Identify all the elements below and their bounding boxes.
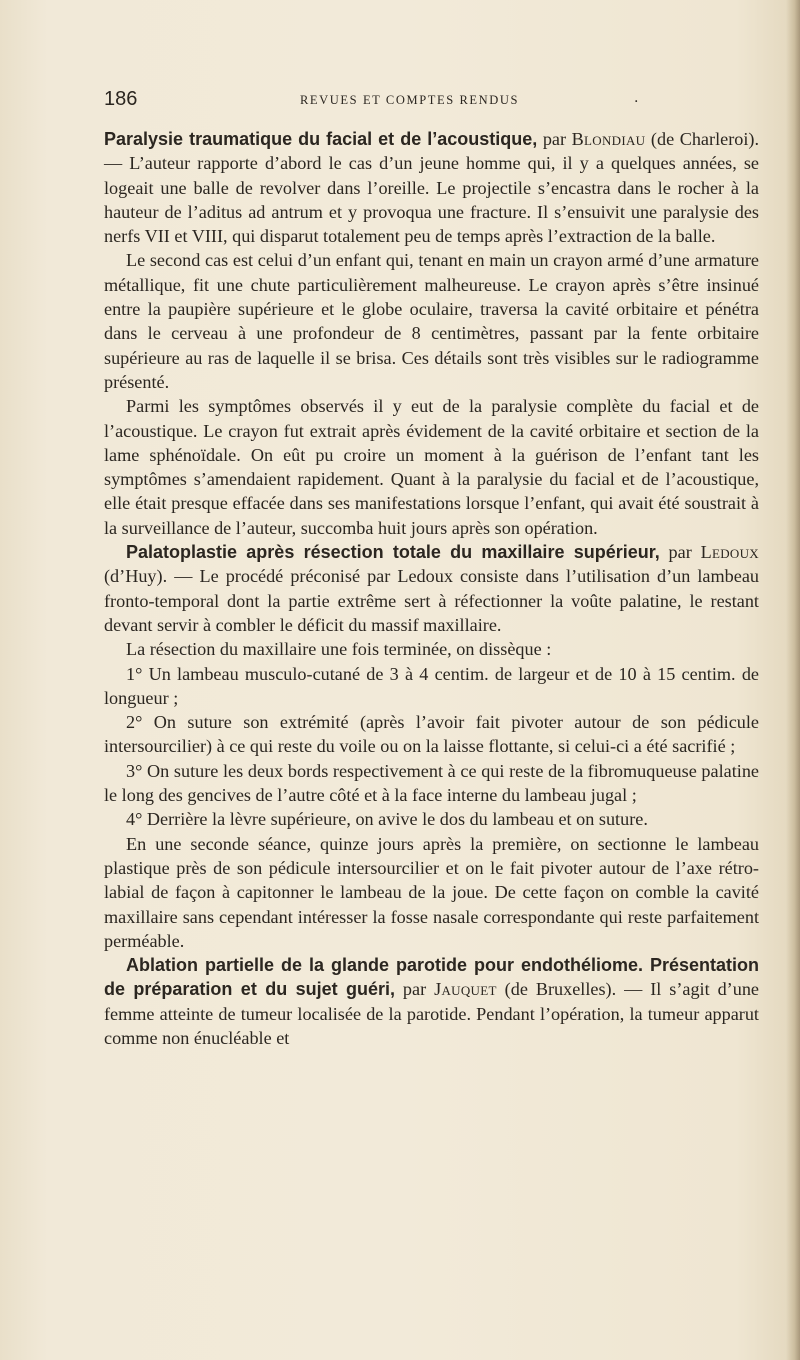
article-2-by: par — [659, 542, 701, 563]
article-1-paragraph: Parmi les symptômes observés il y eut de la paralysie complète du facial et de l’acoustique. Le crayon fut extrait après évidement de la cavité orbitaire et section de la lame sphénoïdale. On eût pu croire un moment à la guérison de l’enfant tant les symptômes s’amendaient rapidement. Quant à la paralysie du facial et de l’acoustique, elle était presque effacée dans ses manifestations lorsque l’enfant, qui avait été soustrait à la surveillance de l’auteur, succomba huit jours après son opération. — [104, 396, 759, 538]
article-1-affiliation: (de Charleroi). — [645, 129, 759, 149]
article-1-title: Paralysie traumatique du facial et de l’acoustique, — [104, 129, 538, 149]
article-2-author: Ledoux — [700, 542, 759, 563]
header-mark: . — [634, 90, 639, 106]
page-number: 186 — [104, 88, 138, 110]
article-2-list-item: 1° Un lambeau musculo-cutané de 3 à 4 centim. de largeur et de 10 à 15 centim. de longueur ; — [104, 663, 759, 708]
article-3-by: par — [395, 979, 435, 1000]
article-2-paragraph: — Le procédé préconisé par Ledoux consiste dans l’utilisation d’un lambeau fronto-temporal dont la partie extrême sert à réfectionner la voûte palatine, le restant devant servir à combler le déficit du massif maxillaire. — [104, 566, 759, 635]
page-edge-shadow — [786, 0, 800, 1360]
article-2-list-item: 2° On suture son extrémité (après l’avoir fait pivoter autour de son pédicule intersourcilier) à ce qui reste du voile ou on la laisse flottante, si celui-ci a été sacrifié ; — [104, 712, 759, 757]
article-2-affiliation: (d’Huy). — [104, 566, 175, 587]
article-1-by: par — [537, 129, 572, 149]
page-header — [104, 88, 764, 112]
article-1-paragraph: — L’auteur rapporte d’abord le cas d’un jeune homme qui, il y a quelques années, se logeait une balle de revolver dans l’oreille. Le projectile s’encastra dans le rocher à la hauteur de l’aditus ad antrum et y provoqua une fracture. Il s’ensuivit une paralysie des nerfs VII et VIII, qui disparut totalement peu de temps après l’extraction de la balle. — [104, 153, 759, 247]
article-1-author: Blondiau — [571, 129, 646, 149]
article-2-title: Palatoplastie après résection totale du maxillaire supérieur, — [126, 542, 660, 563]
article-3-title: Ablation partielle de la glande parotide pour endothéliome. Présentation de préparation et du sujet guéri, — [104, 955, 759, 1000]
article-2-paragraph: La résection du maxillaire une fois terminée, on dissèque : — [126, 639, 552, 660]
article-1-lead — [104, 127, 759, 248]
article-3-author: Jauquet — [434, 979, 497, 1000]
article-2-list-item: 4° Derrière la lèvre supérieure, on avive le dos du lambeau et on suture. — [126, 809, 648, 830]
article-1-paragraph: Le second cas est celui d’un enfant qui, tenant en main un crayon armé d’une armature métallique, fit une chute particulièrement malheureuse. Le crayon après s’être insinué entre la paupière supérieure et le globe oculaire, traversa la cavité orbitaire et pénétra dans le cerveau à une profondeur de 8 centimètres, passant par la fente orbitaire supérieure au ras de laquelle il se brisa. Ces détails sont très visibles sur le radiogramme présenté. — [104, 250, 759, 392]
article-3-affiliation: (de Bruxelles). — [496, 979, 625, 1000]
article-2-list-item: 3° On suture les deux bords respectivement à ce qui reste de la fibromuqueuse palatine le long des gencives de l’autre côté et à la face interne du lambeau jugal ; — [104, 760, 759, 806]
article-2-paragraph: En une seconde séance, quinze jours après la première, on sectionne le lambeau plastique près de son pédicule intersourcilier et on le fait pivoter autour de l’axe rétro-labial de façon à capitonner le lambeau de la joue. De cette façon on comble la cavité maxillaire sans cependant intéresser la fosse nasale correspondante qui reste parfaitement perméable. — [104, 833, 759, 951]
running-title: REVUES ET COMPTES RENDUS — [300, 93, 520, 107]
article-3-paragraph: — Il s’agit d’une femme atteinte de tumeur localisée de la parotide. Pendant l’opération, la tumeur apparut comme non énucléable et — [104, 979, 760, 1048]
article-3-lead — [104, 953, 759, 1050]
article-2-lead — [104, 540, 759, 637]
body-text — [104, 127, 759, 1050]
